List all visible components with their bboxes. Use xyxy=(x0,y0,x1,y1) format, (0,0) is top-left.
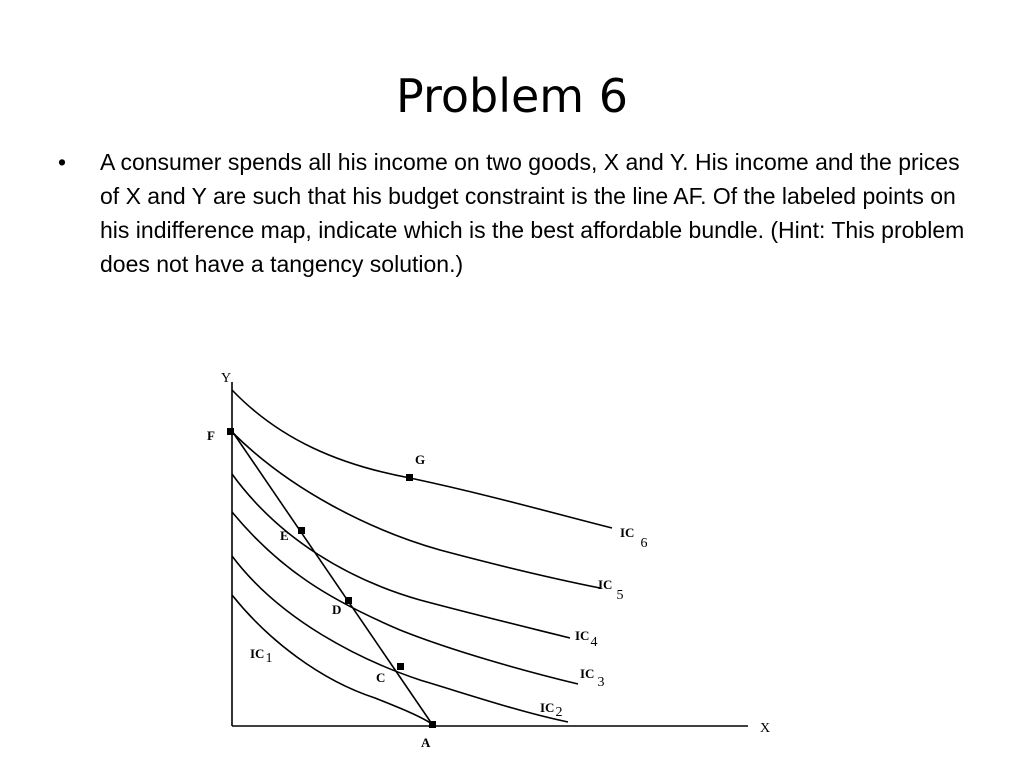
point-a-label: A xyxy=(421,735,431,750)
slide-title: Problem 6 xyxy=(396,69,628,123)
point-f-label: F xyxy=(207,428,215,443)
curve-label-ic3: IC3 xyxy=(580,666,605,690)
point-c-marker xyxy=(397,663,404,670)
point-e-marker xyxy=(298,527,305,534)
indifference-curve-2 xyxy=(232,556,568,722)
point-d-marker xyxy=(345,597,352,604)
x-axis-label: X xyxy=(760,721,771,736)
point-a-marker xyxy=(429,721,436,728)
curve-label-ic4: IC4 xyxy=(575,628,598,650)
point-e-label: E xyxy=(280,528,289,543)
point-g-marker xyxy=(406,474,413,481)
curve-label-ic6: IC6 xyxy=(620,525,648,551)
indifference-curve-4 xyxy=(232,474,570,638)
curve-label-ic1: IC1 xyxy=(250,646,273,666)
problem-text: A consumer spends all his income on two goods, X and Y. His income and the prices of X and Y are such that his budget constraint is the line AF. Of the labeled points on his indifference map, indicate which is the best affordable bundle. (Hint: This problem does not have a tangency solution.) xyxy=(100,149,965,277)
bullet-marker: • xyxy=(58,149,67,175)
y-axis-label: Y xyxy=(221,371,232,386)
curve-label-ic5: IC5 xyxy=(598,577,624,603)
point-d-label: D xyxy=(332,602,342,617)
point-c-label: C xyxy=(376,670,386,685)
point-g-label: G xyxy=(415,452,426,467)
point-f-marker xyxy=(227,428,234,435)
curve-label-ic2: IC2 xyxy=(540,700,563,720)
